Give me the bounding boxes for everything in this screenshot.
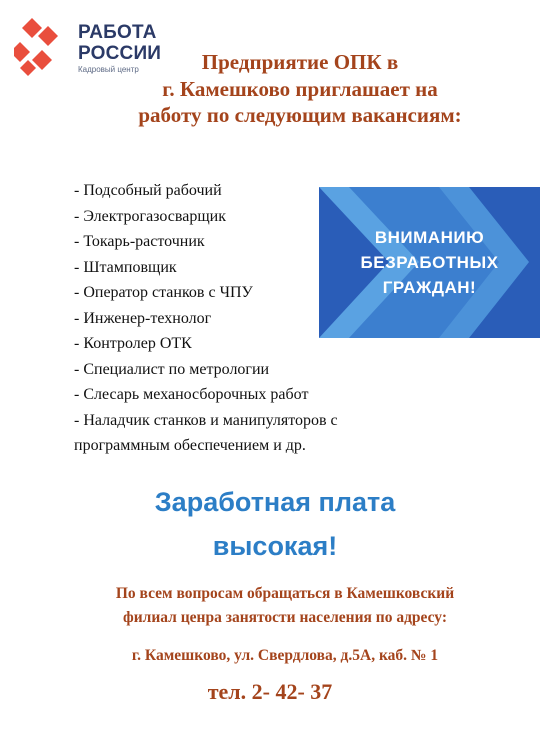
banner-text [319, 225, 540, 300]
vacancy-item: - Оператор станков с ЧПУ [74, 284, 253, 301]
vacancy-item: - Слесарь механосборочных работ [74, 386, 309, 403]
header-line: работу по следующим вакансиям: [138, 103, 462, 127]
vacancy-item: - Наладчик станков и манипуляторов с [74, 411, 338, 429]
salary-heading [60, 480, 490, 568]
banner-line: ГРАЖДАН! [382, 278, 477, 297]
vacancy-item: - Электрогазосварщик [74, 207, 227, 225]
vacancy-item: - Инженер-технолог [74, 309, 212, 327]
header-line: г. Камешково приглашает на [162, 76, 438, 101]
vacancy-item: - Контролер ОТК [74, 335, 192, 352]
header-line: Предприятие ОПК в [201, 50, 399, 74]
header-title [100, 49, 500, 129]
vacancy-item: - Специалист по метрологии [74, 360, 270, 378]
rabota-rossii-logo-icon [14, 16, 72, 78]
vacancy-item: программным обеспечением и др. [74, 437, 306, 454]
contact-line: По всем вопросам обращаться в Камешковский [115, 585, 455, 602]
vacancy-item: - Штамповщик [74, 258, 177, 276]
vacancy-item: - Токарь-расточник [74, 233, 205, 250]
banner-line: ВНИМАНИЮ [374, 228, 485, 247]
salary-line-1: Заработная плата [154, 487, 396, 517]
vacancy-item: - Подсобный рабочий [74, 182, 222, 199]
contact-info [40, 582, 530, 630]
logo-line-1: РАБОТА [78, 22, 157, 43]
logo-line-2: РОССИИ [78, 43, 162, 64]
salary-line-2: высокая! [212, 531, 338, 561]
logo-subtitle: Кадровый центр [78, 65, 139, 74]
unemployed-banner [319, 187, 540, 338]
contact-line: филиал ценра занятости населения по адресу: [122, 609, 448, 626]
contact-phone: тел. 2- 42- 37 [207, 679, 333, 704]
contact-address: г. Камешково, ул. Свердлова, д.5А, каб. № 1 [131, 647, 439, 664]
banner-line: БЕЗРАБОТНЫХ [360, 253, 499, 272]
